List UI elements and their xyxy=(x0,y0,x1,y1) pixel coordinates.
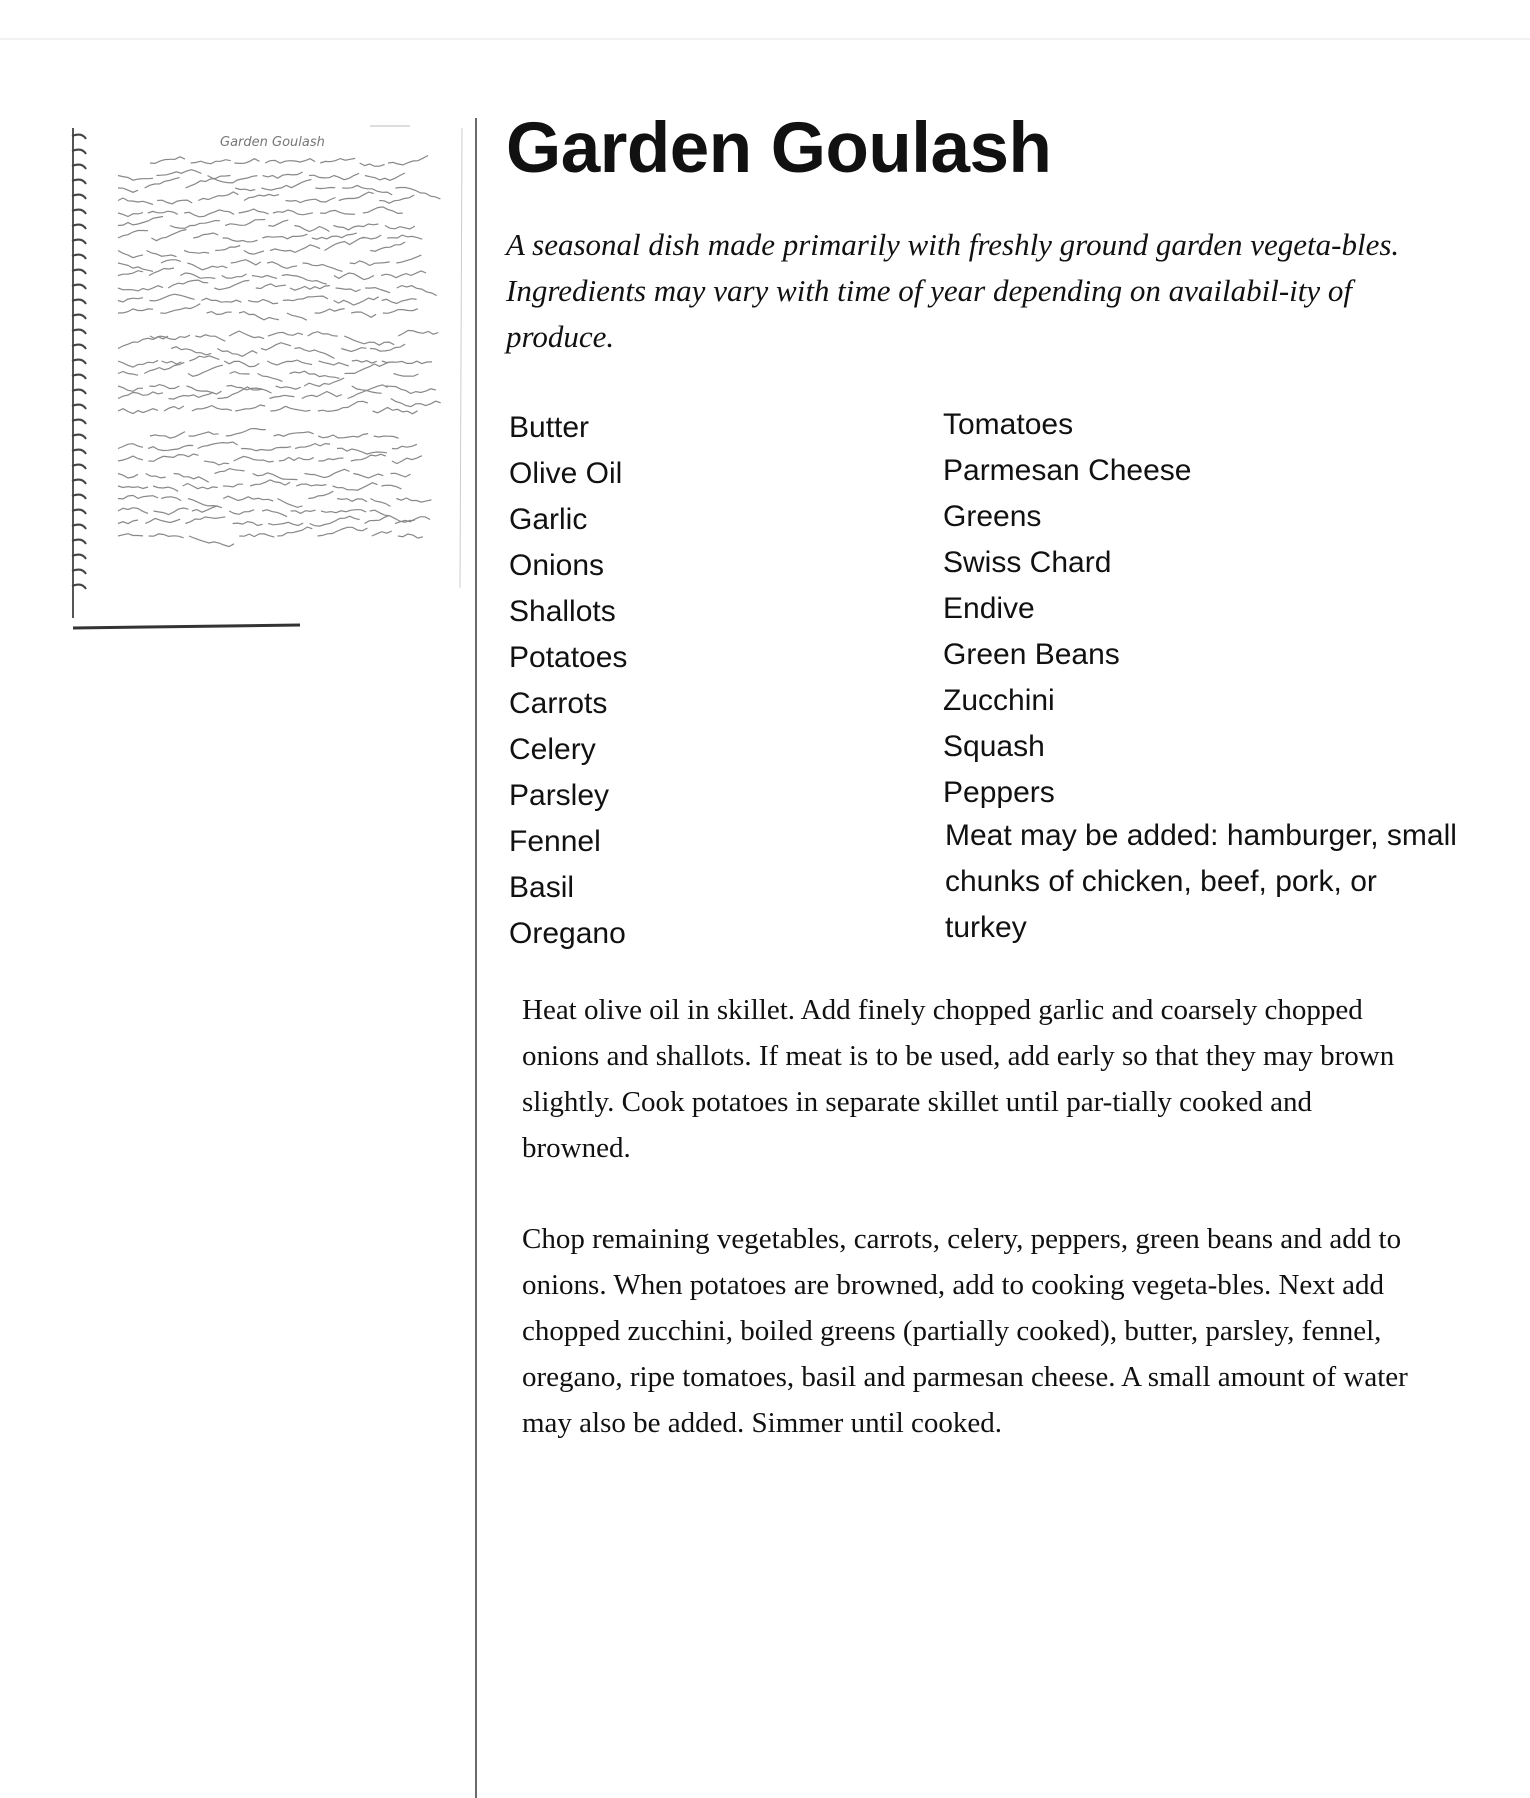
handwriting-stroke xyxy=(118,386,143,391)
handwriting-stroke xyxy=(118,392,163,399)
handwriting-stroke xyxy=(145,518,180,523)
meat-note: Meat may be added: hamburger, small chunks of chicken, beef, pork, or turkey xyxy=(945,819,1457,944)
handwriting-stroke xyxy=(118,360,158,367)
handwriting-stroke xyxy=(370,242,405,251)
handwriting-stroke xyxy=(241,447,291,451)
handwriting-stroke xyxy=(386,386,436,393)
handwriting-stroke xyxy=(351,454,386,461)
handwriting-stroke xyxy=(274,432,314,436)
handwriting-stroke xyxy=(345,362,390,374)
instruction-paragraph: Heat olive oil in skillet. Add finely chopped garlic and coarsely chopped onions and shallots. If meat is to be used, add early so that they may brown slightly. Cook potatoes in separate skillet until par-tially cooked and browned. xyxy=(522,994,1395,1164)
handwriting-stroke xyxy=(207,312,232,315)
handwriting-stroke xyxy=(201,298,241,302)
recipe-intro: A seasonal dish made primarily with freshly ground garden vegeta-bles. Ingredients may vary with time of year depending on availabil-ity of produce. xyxy=(506,227,1400,354)
handwriting-stroke xyxy=(302,392,342,399)
handwriting-stroke xyxy=(334,273,374,280)
handwriting-stroke xyxy=(191,160,231,164)
handwriting-stroke xyxy=(118,251,143,258)
handwriting-stroke xyxy=(387,235,422,239)
handwriting-stroke xyxy=(262,510,287,517)
handwriting-stroke xyxy=(333,224,378,230)
handwriting-stroke xyxy=(189,536,234,547)
handwriting-stroke xyxy=(276,386,301,389)
handwriting-stroke xyxy=(226,429,266,436)
spiral-ring xyxy=(72,180,86,184)
ingredient-item: Basil xyxy=(509,871,575,904)
handwriting-stroke xyxy=(161,260,181,263)
handwriting-stroke xyxy=(239,534,274,537)
handwriting-stroke xyxy=(234,159,259,164)
handwriting-stroke xyxy=(261,180,311,191)
handwriting-stroke xyxy=(118,271,143,276)
handwriting-stroke xyxy=(118,309,153,313)
handwriting-stroke xyxy=(162,361,182,364)
handwriting-stroke xyxy=(118,495,158,499)
spiral-ring xyxy=(72,435,86,439)
handwriting-stroke xyxy=(294,226,329,232)
handwriting-stroke xyxy=(204,461,229,465)
spiral-ring xyxy=(72,165,86,169)
handwriting-stroke xyxy=(149,454,199,461)
handwriting-stroke xyxy=(250,480,290,486)
ingredient-item: Zucchini xyxy=(943,684,1055,717)
ingredients-list-left xyxy=(509,405,627,957)
handwriting-stroke xyxy=(310,516,360,526)
handwriting-stroke xyxy=(336,288,361,292)
handwriting-stroke xyxy=(374,436,399,438)
instruction-paragraph: Chop remaining vegetables, carrots, celery, peppers, green beans and add to onions. When potatoes are browned, add to cooking vegeta-bles. Next add chopped zucchini, boiled greens (partially cooked), butter, parsley, fennel, oregano, ripe tomatoes, basil and parmesan cheese. A small amount of water may also be added. Simmer until cooked. xyxy=(522,1223,1408,1439)
handwriting-stroke xyxy=(118,508,148,514)
handwriting-stroke xyxy=(334,297,379,305)
ingredient-item: Swiss Chard xyxy=(943,546,1112,579)
handwriting-stroke xyxy=(263,172,303,178)
spiral-ring xyxy=(72,555,86,559)
handwriting-stroke xyxy=(223,484,243,487)
handwriting-stroke xyxy=(337,499,367,502)
handwriting-stroke xyxy=(148,445,193,450)
handwriting-stroke xyxy=(239,312,279,320)
handwriting-stroke xyxy=(365,173,405,180)
handwriting-stroke xyxy=(233,522,263,526)
handwriting-stroke xyxy=(192,406,232,411)
handwriting-stroke xyxy=(118,217,163,226)
handwriting-stroke xyxy=(118,474,138,479)
spiral-ring xyxy=(72,420,86,424)
handwriting-stroke xyxy=(161,497,181,501)
handwriting-stroke xyxy=(270,395,295,398)
handwriting-stroke xyxy=(318,458,343,461)
handwriting-stroke xyxy=(148,211,178,214)
handwriting-stroke xyxy=(223,238,258,242)
handwriting-stroke xyxy=(195,335,225,341)
handwriting-stroke xyxy=(188,499,218,507)
handwriting-stroke xyxy=(283,296,328,301)
top-rule xyxy=(0,38,1530,40)
ingredient-item: Tomatoes xyxy=(943,408,1074,441)
handwriting-stroke xyxy=(118,336,168,348)
spiral-ring xyxy=(72,225,86,229)
handwriting-stroke xyxy=(169,392,214,399)
spiral-ring xyxy=(72,510,86,514)
handwriting-stroke xyxy=(398,534,423,538)
handwriting-stroke xyxy=(118,409,158,414)
handwriting-stroke xyxy=(208,176,258,183)
handwriting-stroke xyxy=(170,221,220,229)
handwriting-stroke xyxy=(315,309,345,313)
handwriting-stroke xyxy=(309,173,359,179)
handwriting-stroke xyxy=(308,332,338,336)
handwriting-stroke xyxy=(268,220,288,226)
ingredient-item: Carrots xyxy=(509,687,608,720)
ingredient-item: Butter xyxy=(509,411,590,444)
handwriting-stroke xyxy=(118,188,138,192)
handwriting-stroke xyxy=(239,209,269,214)
handwriting-stroke xyxy=(392,456,422,464)
note-heading: Garden Goulash xyxy=(220,135,325,150)
handwriting-stroke xyxy=(353,474,383,479)
spiral-ring xyxy=(72,495,86,499)
spiral-ring xyxy=(72,135,86,139)
handwriting-stroke xyxy=(318,401,368,411)
handwriting-stroke xyxy=(270,245,320,253)
handwriting-stroke xyxy=(273,210,313,215)
spiral-ring xyxy=(72,270,86,274)
spiral-ring xyxy=(72,150,86,154)
handwriting-stroke xyxy=(320,210,355,214)
handwriting-stroke xyxy=(214,280,249,289)
handwriting-stroke xyxy=(171,347,211,355)
spiral-ring xyxy=(72,540,86,544)
handwriting-stroke xyxy=(396,498,431,502)
handwriting-stroke xyxy=(118,263,153,271)
handwriting-stroke xyxy=(319,361,349,366)
handwriting-stroke xyxy=(229,510,254,515)
handwriting-stroke xyxy=(352,360,377,363)
spiral-ring xyxy=(72,465,86,469)
handwriting-stroke xyxy=(231,260,261,265)
handwriting-stroke xyxy=(193,233,218,238)
handwriting-stroke xyxy=(150,294,195,301)
handwriting-stroke xyxy=(379,195,414,203)
ingredients-list-right xyxy=(943,402,1191,816)
spiral-ring xyxy=(72,375,86,379)
handwriting-stroke xyxy=(168,280,208,288)
spiral-ring xyxy=(72,210,86,214)
handwriting-stroke xyxy=(360,163,385,166)
ingredient-item: Peppers xyxy=(943,776,1055,809)
handwriting-stroke xyxy=(215,469,245,474)
handwriting-stroke xyxy=(189,432,219,436)
spiral-ring xyxy=(72,300,86,304)
handwriting-stroke xyxy=(370,499,390,507)
handwriting-stroke xyxy=(385,226,415,230)
handwriting-stroke xyxy=(365,288,390,293)
handwriting-stroke xyxy=(333,483,378,491)
handwriting-stroke xyxy=(396,255,421,263)
handwriting-stroke xyxy=(388,156,428,165)
handwriting-stroke xyxy=(277,527,312,536)
ingredient-item: Green Beans xyxy=(943,638,1120,671)
handwriting-stroke xyxy=(352,386,382,393)
handwriting-stroke xyxy=(184,251,209,254)
ingredient-item: Garlic xyxy=(509,503,588,536)
handwriting-stroke xyxy=(315,188,335,189)
ingredient-item: Onions xyxy=(509,549,605,582)
handwriting-stroke xyxy=(118,534,143,536)
handwriting-stroke xyxy=(235,188,255,191)
handwriting-stroke xyxy=(395,517,430,524)
handwriting-stroke xyxy=(156,170,201,176)
handwriting-stroke xyxy=(370,344,405,351)
handwriting-stroke xyxy=(290,286,330,291)
handwriting-stroke xyxy=(244,194,279,200)
handwriting-stroke xyxy=(235,405,265,411)
handwriting-stroke xyxy=(198,442,238,449)
handwriting-stroke xyxy=(153,486,178,491)
handwriting-stroke xyxy=(277,499,302,508)
handwriting-stroke xyxy=(118,372,138,376)
handwriting-stroke xyxy=(265,159,315,163)
handwriting-stroke xyxy=(258,374,283,382)
spiral-ring xyxy=(72,255,86,259)
ingredient-item: Endive xyxy=(943,592,1035,625)
handwriting-stroke xyxy=(252,275,277,278)
handwriting-stroke xyxy=(270,406,310,411)
handwriting-stroke xyxy=(381,485,401,489)
ingredient-item: Celery xyxy=(509,733,596,766)
handwriting-stroke xyxy=(291,510,316,513)
handwriting-stroke xyxy=(180,273,215,279)
ingredient-item: Squash xyxy=(943,730,1045,763)
spiral-ring xyxy=(72,480,86,484)
handwriting-stroke xyxy=(192,506,222,512)
handwriting-stroke xyxy=(287,313,307,320)
spiral-ring xyxy=(72,330,86,334)
handwriting-stroke xyxy=(144,362,184,373)
ingredient-item: Parmesan Cheese xyxy=(943,454,1192,487)
handwriting-stroke xyxy=(188,365,223,376)
handwriting-stroke xyxy=(146,474,166,478)
handwriting-stroke xyxy=(372,531,392,536)
handwriting-stroke xyxy=(145,178,180,188)
handwriting-stroke xyxy=(149,534,184,538)
handwriting-stroke xyxy=(118,520,138,524)
handwriting-stroke xyxy=(189,356,219,361)
handwriting-stroke xyxy=(234,456,274,462)
column-divider xyxy=(475,118,477,1798)
spiral-ring xyxy=(72,390,86,394)
handwriting-stroke xyxy=(151,230,186,241)
handwriting-stroke xyxy=(304,378,344,386)
handwriting-stroke xyxy=(318,434,368,438)
handwriting-stroke xyxy=(154,508,189,515)
handwriting-stroke xyxy=(187,263,227,270)
handwriting-stroke xyxy=(150,157,185,164)
handwriting-stroke xyxy=(118,456,143,461)
handwriting-stroke xyxy=(230,372,250,374)
handwriting-stroke xyxy=(295,348,335,359)
handwriting-stroke xyxy=(164,406,184,411)
handwriting-stroke xyxy=(160,304,200,314)
handwriting-stroke xyxy=(157,200,192,204)
handwritten-recipe-note xyxy=(70,118,465,633)
ingredient-item: Fennel xyxy=(509,825,601,858)
handwriting-stroke xyxy=(382,299,417,304)
handwriting-stroke xyxy=(248,300,278,304)
handwriting-stroke xyxy=(397,286,437,296)
handwriting-stroke xyxy=(320,158,355,163)
handwriting-stroke xyxy=(268,332,303,336)
handwriting-stroke xyxy=(267,262,297,269)
ingredient-item: Shallots xyxy=(509,595,616,628)
handwriting-stroke xyxy=(261,343,291,350)
handwriting-stroke xyxy=(325,237,365,250)
handwriting-stroke xyxy=(118,176,153,181)
handwriting-stroke xyxy=(363,207,403,214)
handwriting-stroke xyxy=(303,263,343,271)
handwriting-stroke xyxy=(365,515,390,523)
handwriting-stroke xyxy=(198,192,238,201)
handwriting-stroke xyxy=(222,274,247,278)
spiral-ring xyxy=(72,570,86,574)
handwriting-stroke xyxy=(118,444,143,449)
handwriting-stroke xyxy=(224,361,259,367)
handwriting-stroke xyxy=(341,348,366,352)
handwriting-stroke xyxy=(305,469,350,477)
handwriting-stroke xyxy=(262,234,307,239)
handwriting-stroke xyxy=(225,220,265,226)
spiral-ring xyxy=(72,360,86,364)
spiral-ring xyxy=(72,525,86,529)
spiral-ring xyxy=(72,195,86,199)
handwriting-stroke xyxy=(290,371,340,378)
handwriting-stroke xyxy=(229,331,264,339)
spiral-ring xyxy=(72,405,86,409)
handwriting-stroke xyxy=(351,312,376,317)
ingredient-item: Oregano xyxy=(509,917,626,950)
handwriting-stroke xyxy=(295,444,330,449)
handwriting-stroke xyxy=(256,284,286,289)
handwriting-stroke xyxy=(391,399,441,407)
handwriting-stroke xyxy=(286,198,336,203)
handwriting-stroke xyxy=(398,330,438,336)
handwriting-stroke xyxy=(118,198,153,205)
spiral-ring xyxy=(72,285,86,289)
spiral-ring xyxy=(72,585,86,589)
handwriting-stroke xyxy=(118,286,163,291)
spiral-ring xyxy=(72,240,86,244)
handwriting-stroke xyxy=(215,246,240,251)
handwriting-stroke xyxy=(321,510,366,513)
handwriting-stroke xyxy=(150,432,185,439)
spiral-ring xyxy=(72,345,86,349)
handwriting-stroke xyxy=(344,336,394,345)
handwriting-stroke xyxy=(183,484,218,489)
handwriting-stroke xyxy=(147,251,177,257)
handwriting-stroke xyxy=(174,474,209,483)
handwriting-stroke xyxy=(312,233,357,239)
handwriting-stroke xyxy=(381,271,426,278)
ingredient-item: Potatoes xyxy=(509,641,628,674)
ingredient-item: Greens xyxy=(943,500,1042,533)
notebook-page-illustration xyxy=(70,118,465,633)
handwriting-stroke xyxy=(244,251,264,255)
spiral-ring xyxy=(72,315,86,319)
ingredient-item: Olive Oil xyxy=(509,457,623,490)
handwriting-stroke xyxy=(118,298,143,302)
handwriting-stroke xyxy=(185,517,225,524)
handwriting-stroke xyxy=(383,309,418,314)
handwriting-stroke xyxy=(391,473,411,477)
handwriting-stroke xyxy=(317,527,367,536)
handwriting-stroke xyxy=(279,457,314,461)
ingredient-item: Parsley xyxy=(509,779,610,812)
handwriting-stroke xyxy=(223,496,273,501)
handwriting-stroke xyxy=(395,188,440,199)
handwriting-stroke xyxy=(308,491,333,498)
handwriting-stroke xyxy=(296,484,326,486)
handwriting-stroke xyxy=(253,473,298,480)
handwriting-stroke xyxy=(350,261,390,266)
handwriting-stroke xyxy=(118,486,148,489)
handwriting-stroke xyxy=(187,386,222,394)
handwriting-stroke xyxy=(184,210,234,217)
handwriting-stroke xyxy=(394,374,419,377)
handwriting-stroke xyxy=(337,448,387,454)
handwriting-stroke xyxy=(118,231,148,239)
handwriting-stroke xyxy=(373,407,418,413)
handwriting-stroke xyxy=(227,386,272,394)
handwriting-stroke xyxy=(268,522,303,525)
handwriting-stroke xyxy=(392,444,417,449)
handwriting-stroke xyxy=(267,360,312,365)
handwriting-stroke xyxy=(149,385,179,389)
handwriting-stroke xyxy=(118,213,143,217)
handwriting-stroke xyxy=(217,349,257,357)
handwriting-stroke xyxy=(339,192,374,200)
handwriting-stroke xyxy=(282,275,327,285)
page-title: Garden Goulash xyxy=(506,109,1052,188)
spiral-ring xyxy=(72,450,86,454)
